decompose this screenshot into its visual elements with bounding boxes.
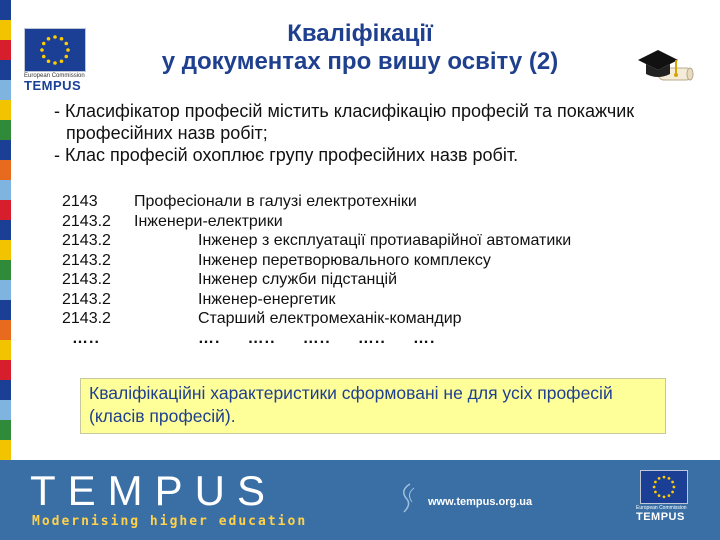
eu-star — [47, 59, 51, 63]
highlighted-note: Кваліфікаційні характеристики сформовані не для усіх професій (класів професій). — [80, 378, 666, 434]
eu-star — [60, 37, 64, 41]
bullet-item: - Класифікатор професій містить класифікацію професій та покажчик професійних назв робіт; — [54, 101, 635, 143]
side-color-stripes — [0, 0, 11, 460]
class-code: 2143.2 — [62, 232, 111, 249]
bullet-list — [54, 100, 706, 166]
title-line-1: Кваліфікації — [287, 20, 433, 47]
class-description: Інженер з експлуатації протиаварійної автоматики — [198, 232, 572, 249]
swirl-icon — [396, 480, 424, 520]
color-stripe — [0, 140, 11, 160]
logo-caption: European Commission — [636, 505, 687, 511]
class-code: 2143.2 — [62, 290, 111, 308]
class-description: Інженери-електрики — [134, 212, 283, 230]
color-stripe — [0, 20, 11, 40]
eu-star — [42, 42, 46, 46]
color-stripe — [0, 60, 11, 80]
color-stripe — [0, 240, 11, 260]
ellipsis-right: …. ….. ….. ….. …. — [198, 329, 436, 347]
logo-brand: TEMPUS — [24, 78, 82, 93]
color-stripe — [0, 180, 11, 200]
footer-bar — [0, 460, 720, 540]
color-stripe — [0, 40, 11, 60]
eu-flag-icon — [24, 28, 86, 72]
color-stripe — [0, 200, 11, 220]
color-stripe — [0, 440, 11, 460]
eu-tempus-logo — [24, 28, 90, 94]
eu-star — [668, 494, 671, 497]
color-stripe — [0, 420, 11, 440]
eu-star — [673, 486, 676, 489]
eu-star — [663, 496, 666, 499]
eu-star — [653, 486, 656, 489]
color-stripe — [0, 300, 11, 320]
eu-star — [668, 477, 671, 480]
class-code: 2143 — [62, 193, 98, 210]
eu-star — [671, 491, 674, 494]
eu-star — [53, 35, 57, 39]
color-stripe — [0, 360, 11, 380]
eu-star — [53, 61, 57, 65]
color-stripe — [0, 320, 11, 340]
class-code: 2143.2 — [62, 212, 111, 230]
eu-flag-icon — [640, 470, 688, 504]
color-stripe — [0, 280, 11, 300]
color-stripe — [0, 120, 11, 140]
color-stripe — [0, 380, 11, 400]
class-description: Старший електромеханік-командир — [198, 310, 462, 327]
class-code: 2143.2 — [62, 271, 111, 288]
eu-star — [42, 55, 46, 59]
class-description: Інженер перетворювального комплексу — [198, 251, 491, 269]
eu-star — [47, 37, 51, 41]
class-description: Інженер-енергетик — [198, 290, 336, 308]
footer-eu-tempus-logo — [636, 470, 706, 532]
eu-star — [663, 476, 666, 479]
color-stripe — [0, 400, 11, 420]
eu-star — [654, 481, 657, 484]
class-description: Інженер служби підстанцій — [198, 271, 397, 288]
color-stripe — [0, 260, 11, 280]
eu-star — [66, 48, 70, 52]
class-code: 2143.2 — [62, 310, 111, 327]
class-code: 2143.2 — [62, 251, 111, 269]
graduation-cap-icon — [636, 44, 696, 90]
footer-url-link[interactable]: www.tempus.org.ua — [428, 496, 533, 508]
class-description: Професіонали в галузі електротехніки — [134, 193, 417, 210]
eu-star — [658, 477, 661, 480]
eu-star — [64, 42, 68, 46]
eu-star — [654, 491, 657, 494]
color-stripe — [0, 100, 11, 120]
eu-star — [60, 59, 64, 63]
footer-subtitle: Modernising higher education — [32, 514, 308, 529]
color-stripe — [0, 80, 11, 100]
color-stripe — [0, 160, 11, 180]
title-line-2: у документах про вишу освіту (2) — [161, 48, 559, 75]
logo-caption: European Commission — [24, 73, 85, 79]
eu-star — [658, 494, 661, 497]
slide-title — [100, 20, 620, 76]
logo-brand: TEMPUS — [636, 511, 685, 523]
ellipsis-left: ….. — [72, 329, 100, 347]
eu-star — [40, 48, 44, 52]
color-stripe — [0, 220, 11, 240]
eu-star — [671, 481, 674, 484]
bullet-item: - Клас професій охоплює групу професійних назв робіт. — [54, 145, 519, 165]
color-stripe — [0, 340, 11, 360]
footer-brand: TEMPUS — [30, 467, 278, 514]
eu-star — [64, 55, 68, 59]
color-stripe — [0, 0, 11, 20]
